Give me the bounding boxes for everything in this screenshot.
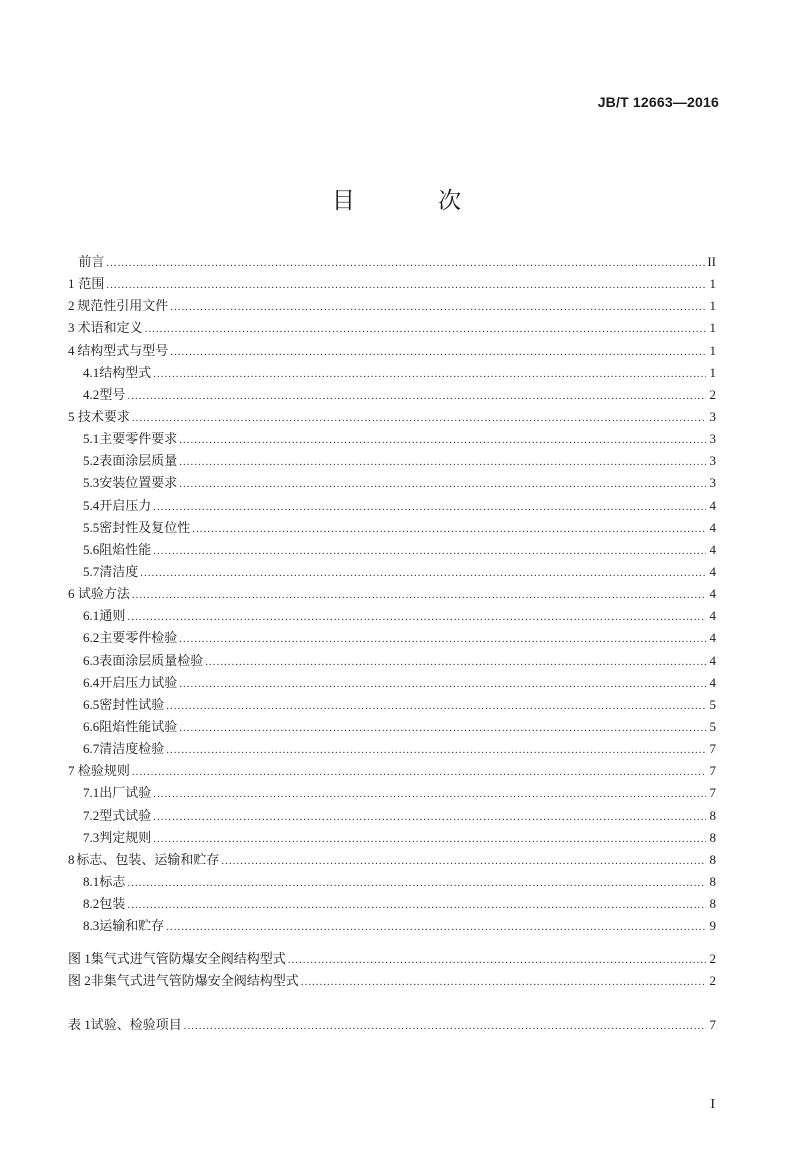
toc-entry-page: 7 — [709, 741, 716, 757]
dot-leader — [179, 673, 706, 695]
toc-entry-title: 主要零件检验 — [99, 631, 178, 647]
toc-entry[interactable] — [68, 893, 716, 915]
dot-leader — [179, 429, 706, 451]
toc-entry-title: 范围 — [78, 277, 105, 293]
toc-entry-number: 5.4 — [83, 497, 100, 513]
toc-entry-number: 图 1 — [68, 951, 91, 966]
toc-entry-page: 7 — [709, 785, 716, 801]
toc-entry-number: 7 — [68, 763, 75, 779]
toc-entry-page: 5 — [709, 718, 716, 734]
toc-entry-number: 5.7 — [83, 563, 100, 579]
dot-leader — [170, 341, 706, 363]
dot-leader — [140, 562, 706, 584]
toc-entry[interactable] — [68, 583, 716, 605]
toc-entry[interactable] — [68, 384, 716, 406]
toc-entry-number: 6.6 — [83, 718, 100, 734]
toc-entry-page: 1 — [709, 342, 716, 358]
toc-entry-title: 检验规则 — [77, 764, 130, 780]
table-of-contents — [68, 251, 716, 937]
toc-entry-title: 术语和定义 — [77, 321, 143, 337]
dot-leader — [106, 274, 706, 296]
toc-entry-number: 8 — [68, 851, 75, 867]
toc-entry-title: 结构型式与型号 — [77, 343, 169, 359]
toc-entry-number: 5.2 — [83, 453, 100, 469]
toc-entry-number: 7.1 — [83, 785, 100, 801]
toc-entry-number: 5.1 — [83, 431, 100, 447]
toc-entry-title: 清洁度检验 — [99, 742, 165, 758]
toc-entry[interactable] — [68, 672, 716, 694]
toc-entry-number: 1 — [68, 276, 75, 292]
toc-entry-number: 8.3 — [83, 918, 100, 934]
toc-entry-page: 2 — [709, 386, 716, 402]
toc-entry-number: 5.6 — [83, 541, 100, 557]
toc-entry[interactable] — [68, 627, 716, 649]
toc-entry-title: 阻焰性能试验 — [99, 719, 178, 735]
toc-entry[interactable] — [68, 428, 716, 450]
toc-entry-number: 6.5 — [83, 696, 100, 712]
toc-entry-title: 试验、检验项目 — [90, 1018, 182, 1033]
toc-entry-title: 主要零件要求 — [99, 432, 178, 448]
toc-entry[interactable] — [68, 1014, 716, 1036]
toc-entry[interactable] — [68, 805, 716, 827]
toc-entry-page: 4 — [709, 563, 716, 579]
toc-entry-page: 8 — [709, 896, 716, 912]
toc-entry-number: 5 — [68, 408, 75, 424]
page-number: I — [710, 1097, 715, 1112]
toc-entry[interactable] — [68, 948, 716, 970]
toc-entry-page: 5 — [709, 696, 716, 712]
toc-entry[interactable] — [68, 561, 716, 583]
toc-entry-number: 6.3 — [83, 652, 100, 668]
toc-entry[interactable] — [68, 970, 716, 992]
toc-entry-title: 包装 — [99, 897, 126, 913]
toc-entry[interactable] — [68, 738, 716, 760]
dot-leader — [127, 385, 706, 407]
toc-entry-title: 集气式进气管防爆安全阀结构型式 — [90, 952, 286, 967]
dot-leader — [205, 651, 706, 673]
toc-entry[interactable] — [68, 362, 716, 384]
toc-entry[interactable] — [68, 782, 716, 804]
toc-entry-title: 技术要求 — [77, 409, 130, 425]
toc-entry[interactable] — [68, 694, 716, 716]
toc-entry[interactable] — [68, 472, 716, 494]
dot-leader — [221, 850, 706, 872]
toc-entry[interactable] — [68, 317, 716, 339]
dot-leader — [153, 783, 706, 805]
toc-entry-page: 3 — [709, 475, 716, 491]
toc-entry-page: 7 — [709, 763, 716, 779]
dot-leader — [132, 761, 706, 783]
toc-entry-title: 试验方法 — [77, 587, 130, 603]
toc-entry[interactable] — [68, 539, 716, 561]
toc-entry-page: 8 — [709, 873, 716, 889]
toc-entry-number: 6.2 — [83, 630, 100, 646]
toc-entry-page: 8 — [709, 851, 716, 867]
toc-entry-page: 4 — [709, 674, 716, 690]
toc-entry[interactable] — [68, 871, 716, 893]
dot-leader — [153, 828, 706, 850]
dot-leader — [170, 296, 706, 318]
toc-entry-number: 8.1 — [83, 873, 100, 889]
toc-entry-title: 安装位置要求 — [99, 476, 178, 492]
toc-entry-page: 4 — [709, 586, 716, 602]
page-title: 目 次 — [331, 188, 500, 214]
toc-entry[interactable] — [68, 517, 716, 539]
toc-entry-title: 运输和贮存 — [99, 919, 165, 935]
dot-leader — [179, 628, 706, 650]
toc-entry-number: 4.1 — [83, 364, 100, 380]
toc-entry[interactable] — [68, 915, 716, 937]
toc-entry-title: 前言 — [78, 255, 105, 270]
dot-leader — [184, 1015, 706, 1037]
toc-entry-number: 7.2 — [83, 807, 100, 823]
toc-entry-number: 4 — [68, 342, 75, 358]
dot-leader — [192, 518, 706, 540]
dot-leader — [166, 916, 706, 938]
dot-leader — [132, 584, 706, 606]
toc-entry[interactable] — [68, 650, 716, 672]
toc-entry-page: 1 — [709, 364, 716, 380]
toc-entry-page: 4 — [709, 519, 716, 535]
toc-entry[interactable] — [68, 849, 716, 871]
toc-entry-number: 图 2 — [68, 973, 91, 989]
dot-leader — [127, 872, 706, 894]
toc-entry-page: 4 — [709, 497, 716, 513]
toc-entry-number: 表 1 — [68, 1017, 91, 1032]
toc-entry-number: 6 — [68, 586, 75, 602]
dot-leader — [153, 540, 706, 562]
toc-entry-number: 6.4 — [83, 674, 100, 690]
dot-leader — [153, 363, 706, 385]
toc-entry-title: 开启压力试验 — [99, 675, 178, 691]
toc-entry[interactable] — [68, 251, 716, 273]
dot-leader — [166, 739, 706, 761]
dot-leader — [179, 717, 706, 739]
toc-entry-page: 8 — [709, 829, 716, 845]
toc-entry[interactable] — [68, 760, 716, 782]
toc-entry-page: 3 — [709, 431, 716, 447]
toc-entry-title: 密封性及复位性 — [99, 520, 191, 536]
toc-entry-title: 通则 — [99, 609, 126, 625]
toc-entry-title: 表面涂层质量检验 — [99, 653, 204, 669]
toc-entry-title: 开启压力 — [99, 498, 152, 514]
toc-entry-number: 5.3 — [83, 475, 100, 491]
dot-leader — [132, 407, 706, 429]
toc-entry[interactable] — [68, 827, 716, 849]
toc-entry-title: 清洁度 — [99, 564, 139, 580]
toc-entry-page: 1 — [709, 298, 716, 314]
toc-entry-title: 型号 — [99, 387, 126, 403]
toc-entry[interactable] — [68, 273, 716, 295]
toc-entry-number: 6.1 — [83, 608, 100, 624]
toc-entry[interactable] — [68, 716, 716, 738]
toc-entry-page: 4 — [709, 652, 716, 668]
toc-entry-number: 6.7 — [83, 741, 100, 757]
toc-entry-page: 3 — [709, 453, 716, 469]
toc-entry-title: 密封性试验 — [99, 697, 165, 713]
toc-entry-page: 4 — [709, 541, 716, 557]
dot-leader — [166, 695, 706, 717]
toc-entry[interactable] — [68, 295, 716, 317]
toc-entry-page: 7 — [709, 1017, 716, 1032]
dot-leader — [127, 606, 706, 628]
toc-entry-title: 判定规则 — [99, 830, 152, 846]
dot-leader — [288, 949, 706, 971]
toc-entry-page: 2 — [709, 973, 716, 989]
toc-entry-title: 表面涂层质量 — [99, 454, 178, 470]
toc-entry[interactable] — [68, 406, 716, 428]
dot-leader — [301, 971, 706, 993]
toc-entry-title: 型式试验 — [99, 808, 152, 824]
toc-entry-title: 标志 — [99, 874, 126, 890]
toc-entry-page: 3 — [709, 408, 716, 424]
toc-entry-number: 3 — [68, 320, 75, 336]
dot-leader — [145, 318, 706, 340]
toc-entry-title: 规范性引用文件 — [77, 299, 169, 315]
toc-entry-number: 7.3 — [83, 829, 100, 845]
toc-entry-title: 阻焰性能 — [99, 542, 152, 558]
toc-entry-page: 2 — [709, 951, 716, 966]
dot-leader — [127, 894, 706, 916]
toc-entry-title: 出厂试验 — [99, 786, 152, 802]
toc-entry-page: 1 — [709, 276, 716, 292]
dot-leader — [179, 451, 706, 473]
document-code: JB/T 12663—2016 — [597, 94, 719, 110]
toc-entry-page: II — [707, 254, 716, 269]
table-list — [68, 1014, 716, 1036]
toc-entry[interactable] — [68, 450, 716, 472]
dot-leader — [106, 252, 705, 274]
toc-entry-page: 4 — [709, 630, 716, 646]
toc-entry-page: 9 — [709, 918, 716, 934]
dot-leader — [153, 496, 706, 518]
toc-entry-page: 8 — [709, 807, 716, 823]
toc-entry-page: 4 — [709, 608, 716, 624]
toc-entry-number: 4.2 — [83, 386, 100, 402]
toc-entry-number: 5.5 — [83, 519, 100, 535]
toc-entry-title: 结构型式 — [99, 365, 152, 381]
dot-leader — [179, 473, 706, 495]
toc-entry[interactable] — [68, 605, 716, 627]
toc-entry-number: 2 — [68, 298, 75, 314]
toc-entry-title: 标志、包装、运输和贮存 — [76, 852, 220, 868]
toc-entry-title: 非集气式进气管防爆安全阀结构型式 — [90, 974, 299, 990]
toc-entry[interactable] — [68, 340, 716, 362]
toc-entry-page: 1 — [709, 320, 716, 336]
figure-list — [68, 948, 716, 992]
toc-entry[interactable] — [68, 495, 716, 517]
dot-leader — [153, 806, 706, 828]
toc-entry-number: 8.2 — [83, 896, 100, 912]
